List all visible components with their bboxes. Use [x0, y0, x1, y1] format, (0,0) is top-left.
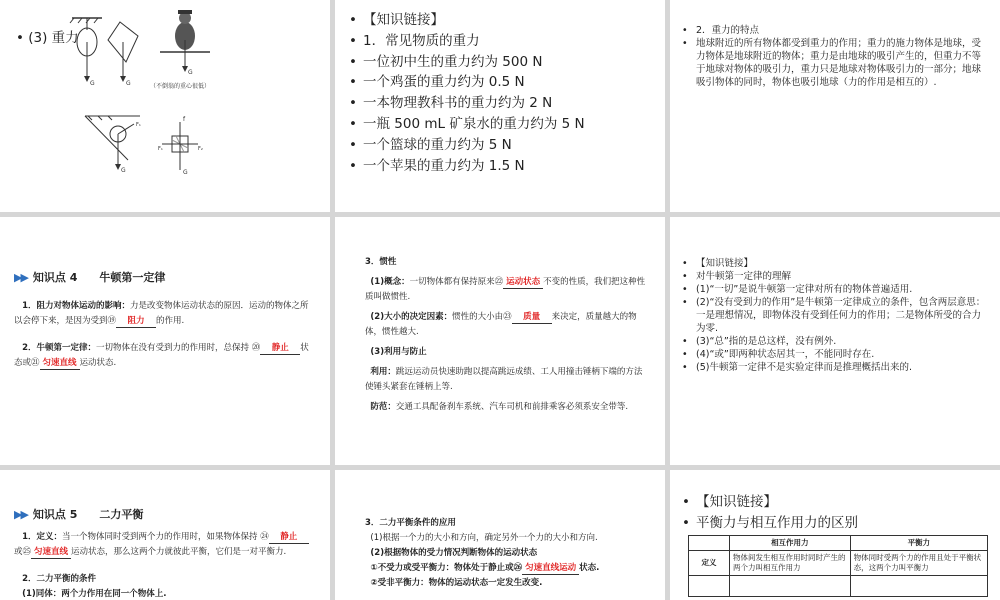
- gravity-heading: • (3) 重力: [16, 30, 79, 46]
- paragraph: 1．阻力对物体运动的影响：力是改变物体运动状态的原因．运动的物体之所以会停下来，是因为受到⑲ 阻力 的作用.: [14, 301, 309, 326]
- list-item: • 一个篮球的重力约为 5 N: [349, 135, 655, 156]
- answer-blank: 静止: [260, 343, 300, 355]
- list-item: • (2)“没有受到力的作用”是牛顿第一定律成立的条件，包含两层意思：一是理想情况，即物体没有受到任何力的作用；二是物体所受的合力为零.: [682, 296, 986, 335]
- list-item: • (4)“或”即两种状态居其一，不能同时存在.: [682, 348, 986, 361]
- answer-blank: 阻力: [116, 316, 156, 328]
- list-item: • 一个苹果的重力约为 1.5 N: [349, 156, 655, 177]
- svg-text:G: G: [121, 167, 126, 174]
- slide-force-comparison: [670, 470, 1000, 600]
- slide-newton-first-law: [0, 217, 330, 465]
- list-item: • 1．常见物质的重力: [349, 31, 655, 52]
- svg-text:f: f: [183, 116, 186, 123]
- answer-blank: 运动状态: [503, 277, 543, 289]
- comparison-table: [688, 535, 988, 597]
- table-header: 相互作用力: [730, 536, 851, 551]
- svg-text:G: G: [90, 80, 95, 87]
- slide-balanced-forces: [0, 470, 330, 600]
- knowledge-point-title: ▶▶ 知识点 4 牛顿第一定律: [14, 271, 166, 284]
- list-item: • 一瓶 500 mL 矿泉水的重力约为 5 N: [349, 114, 655, 135]
- slide-gravity-features: [670, 0, 1000, 212]
- gravity-diagrams: [0, 0, 330, 212]
- list-item: • 【知识链接】: [682, 257, 986, 270]
- list-item: • 对牛顿第一定律的理解: [682, 270, 986, 283]
- answer-blank: 质量: [512, 312, 552, 324]
- list-item: • 地球附近的所有物体都受到重力的作用；重力的施力物体是地球，受力物体是地球附近的物体；重力是由地球的吸引产生的，但重力不等于地球对物体的吸引力，重力只是地球对物体吸引力的一部分；地球吸引物体的同时，物体也吸引地球（力的作用是相互的）.: [682, 37, 986, 89]
- slide-inertia: [335, 217, 665, 465]
- slide-gravity-diagrams: [0, 0, 330, 212]
- inertia-text: 3．惯性 (1)概念：一切物体都有保持原来㉒ 运动状态 不变的性质，我们把这种性质叫做惯性. (2)大小的决定因素：惯性的大小由㉓ 质量 来决定，质量越大的物体，惯性越大. (3)利用与防止 利用：跳远运动员快速助跑以提高跳远成绩、工人用撞击锤柄下端的方法使锤头紧套在锤柄上等. 防范：交通工具配备刹车系统、汽车司机和前排乘客必须系安全带等.: [365, 257, 646, 412]
- list-item: • (1)“一切”是说牛顿第一定律对所有的物体普遍适用.: [682, 283, 986, 296]
- list-item: • 一位初中生的重力约为 500 N: [349, 52, 655, 73]
- paragraph: 2．牛顿第一定律：一切物体在没有受到力的作用时，总保持 ⑳ 静止 状态或㉑ 匀速直线 运动状态.: [14, 343, 309, 368]
- slide-newton-understanding: [670, 217, 1000, 465]
- paragraph: 2．二力平衡的条件 (1)同体：两个力作用在同一个物体上.: [22, 574, 167, 599]
- svg-text:G: G: [126, 80, 131, 87]
- list-item: • 一本物理教科书的重力约为 2 N: [349, 93, 655, 114]
- slide-common-gravity: [335, 0, 665, 212]
- knowledge-point-title: ▶▶ 知识点 5 二力平衡: [14, 508, 144, 521]
- list-item: • 【知识链接】: [349, 10, 655, 31]
- answer-blank: 静止: [269, 532, 309, 544]
- list-item: • (3)“总”指的是总这样，没有例外.: [682, 335, 986, 348]
- svg-text:（不倒翁的重心很低）: （不倒翁的重心很低）: [150, 83, 211, 90]
- table-row: 定义 物体间发生相互作用时同时产生的两个力叫相互作用力 物体同时受两个力的作用且处于平衡状态，这两个力叫平衡力: [689, 551, 988, 576]
- paragraph: 1．定义：当一个物体同时受到两个力的作用时，如果物体保持 ㉔ 静止或㉕ 匀速直线 运动状态，那么这两个力就彼此平衡，它们是一对平衡力.: [14, 530, 314, 560]
- answer-blank: 匀速直线: [40, 358, 80, 370]
- svg-text:G: G: [183, 169, 188, 176]
- slide-balance-applications: [335, 470, 665, 600]
- table-cell: 物体间发生相互作用时同时产生的两个力叫相互作用力: [730, 551, 851, 576]
- table-header: 平衡力: [850, 536, 987, 551]
- list-item: • 一个鸡蛋的重力约为 0.5 N: [349, 72, 655, 93]
- answer-blank: 匀速直线运动: [522, 563, 579, 575]
- newton-list: [682, 257, 986, 374]
- svg-text:G: G: [188, 69, 193, 76]
- list-item: • (5)牛顿第一定律不是实验定律而是推理概括出来的.: [682, 361, 986, 374]
- svg-text:F₁: F₁: [158, 146, 163, 152]
- comparison-list: [682, 492, 990, 534]
- applications-text: 3．二力平衡条件的应用 (1)根据一个力的大小和方向，确定另外一个力的大小和方向. (2)根据物体的受力情况判断物体的运动状态 ①不受力或受平衡力：物体处于静止或㉖ 匀速直线运动 状态. ②受非平衡力：物体的运动状态一定发生改变.: [365, 518, 600, 588]
- gravity-list: [349, 10, 655, 176]
- list-item: • 【知识链接】: [682, 492, 990, 513]
- table-cell: 物体同时受两个力的作用且处于平衡状态，这两个力叫平衡力: [850, 551, 987, 576]
- list-item: • 2．重力的特点: [682, 24, 986, 37]
- svg-text:F₂: F₂: [198, 146, 203, 152]
- gravity-features-list: [682, 24, 986, 89]
- svg-text:F₁: F₁: [136, 122, 141, 128]
- list-item: • 平衡力与相互作用力的区别: [682, 513, 990, 534]
- answer-blank: 匀速直线: [31, 547, 71, 559]
